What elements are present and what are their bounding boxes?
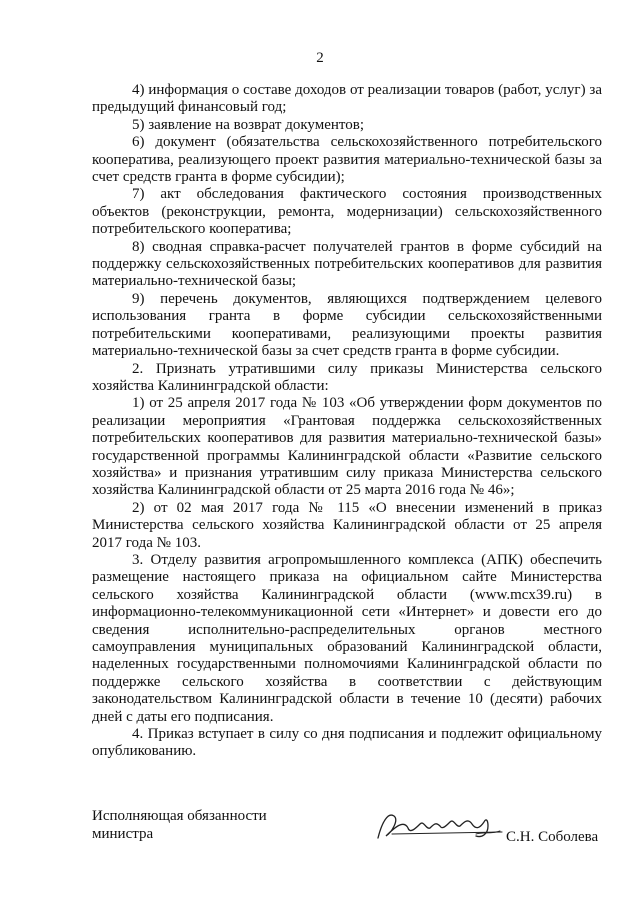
list-item-summary-certificate: 8) сводная справка-расчет получателей грантов в форме субсидий на поддержку сельскохозяйственных потребительских кооперативов для развития материально-технической базы;	[92, 238, 602, 290]
list-item-inspection-act: 7) акт обследования фактического состояния производственных объектов (реконструкции, ремонта, модернизации) сельскохозяйственного потребительского кооператива;	[92, 186, 602, 238]
list-item-document-list: 9) перечень документов, являющихся подтверждением целевого использования гранта в форме субсидии сельскохозяйственными потребительскими кооперативами, реализующими проекты развития материально-технической базы за счет средств гранта в форме субсидии.	[92, 290, 602, 360]
list-item-income-info: 4) информация о составе доходов от реализации товаров (работ, услуг) за предыдущий финансовый год;	[92, 82, 602, 116]
list-item-return-request: 5) заявление на возврат документов;	[132, 116, 365, 133]
clause-2-repeal-orders: 2. Признать утратившими силу приказы Министерства сельского хозяйства Калининградской области:	[92, 360, 602, 394]
clause-2-item-2: 2) от 02 мая 2017 года № 115 «О внесении изменений в приказ Министерства сельского хозяйства Калининградской области от 25 апреля 2017 года № 103.	[92, 499, 602, 551]
handwritten-signature	[372, 808, 512, 844]
clause-3-publication: 3. Отделу развития агропромышленного комплекса (АПК) обеспечить размещение настоящего приказа на официальном сайте Министерства сельского хозяйства Калининградской области (www.mcx39.ru) в информационно-телекоммуникационной сети «Интернет» и довести его до сведения исполнительно-распределительных органов местного самоуправления муниципальных образований Калининградской области, наделенных государственными полномочиями Калининградской области по поддержке сельского хозяйства в соответствии с действующим законодательством Калининградской области в течение 10 (десяти) рабочих дней с даты его подписания.	[92, 551, 602, 725]
list-item-cooperative-obligations: 6) документ (обязательства сельскохозяйственного потребительского кооператива, реализующего проект развития материально-технической базы за счет средств гранта в форме субсидии);	[92, 134, 602, 186]
clause-2-item-1: 1) от 25 апреля 2017 года № 103 «Об утверждении форм документов по реализации мероприятия «Грантовая поддержка сельскохозяйственных потребительских кооперативов для развития материально-технической базы» государственной программы Калининградской области «Развитие сельского хозяйства» и признания утратившим силу приказа Министерства сельского хозяйства Калининградской области от 25 марта 2016 года № 46»;	[92, 395, 602, 499]
signatory-position-line-2: министра	[92, 825, 154, 842]
document-body	[92, 82, 602, 761]
signatory-position-line-1: Исполняющая обязанности	[92, 808, 267, 824]
page-number: 2	[316, 50, 324, 66]
clause-4-entry-into-force: 4. Приказ вступает в силу со дня подписания и подлежит официальному опубликованию.	[92, 726, 602, 760]
signatory-name: С.Н. Соболева	[506, 829, 599, 845]
signatory-position	[92, 808, 267, 843]
